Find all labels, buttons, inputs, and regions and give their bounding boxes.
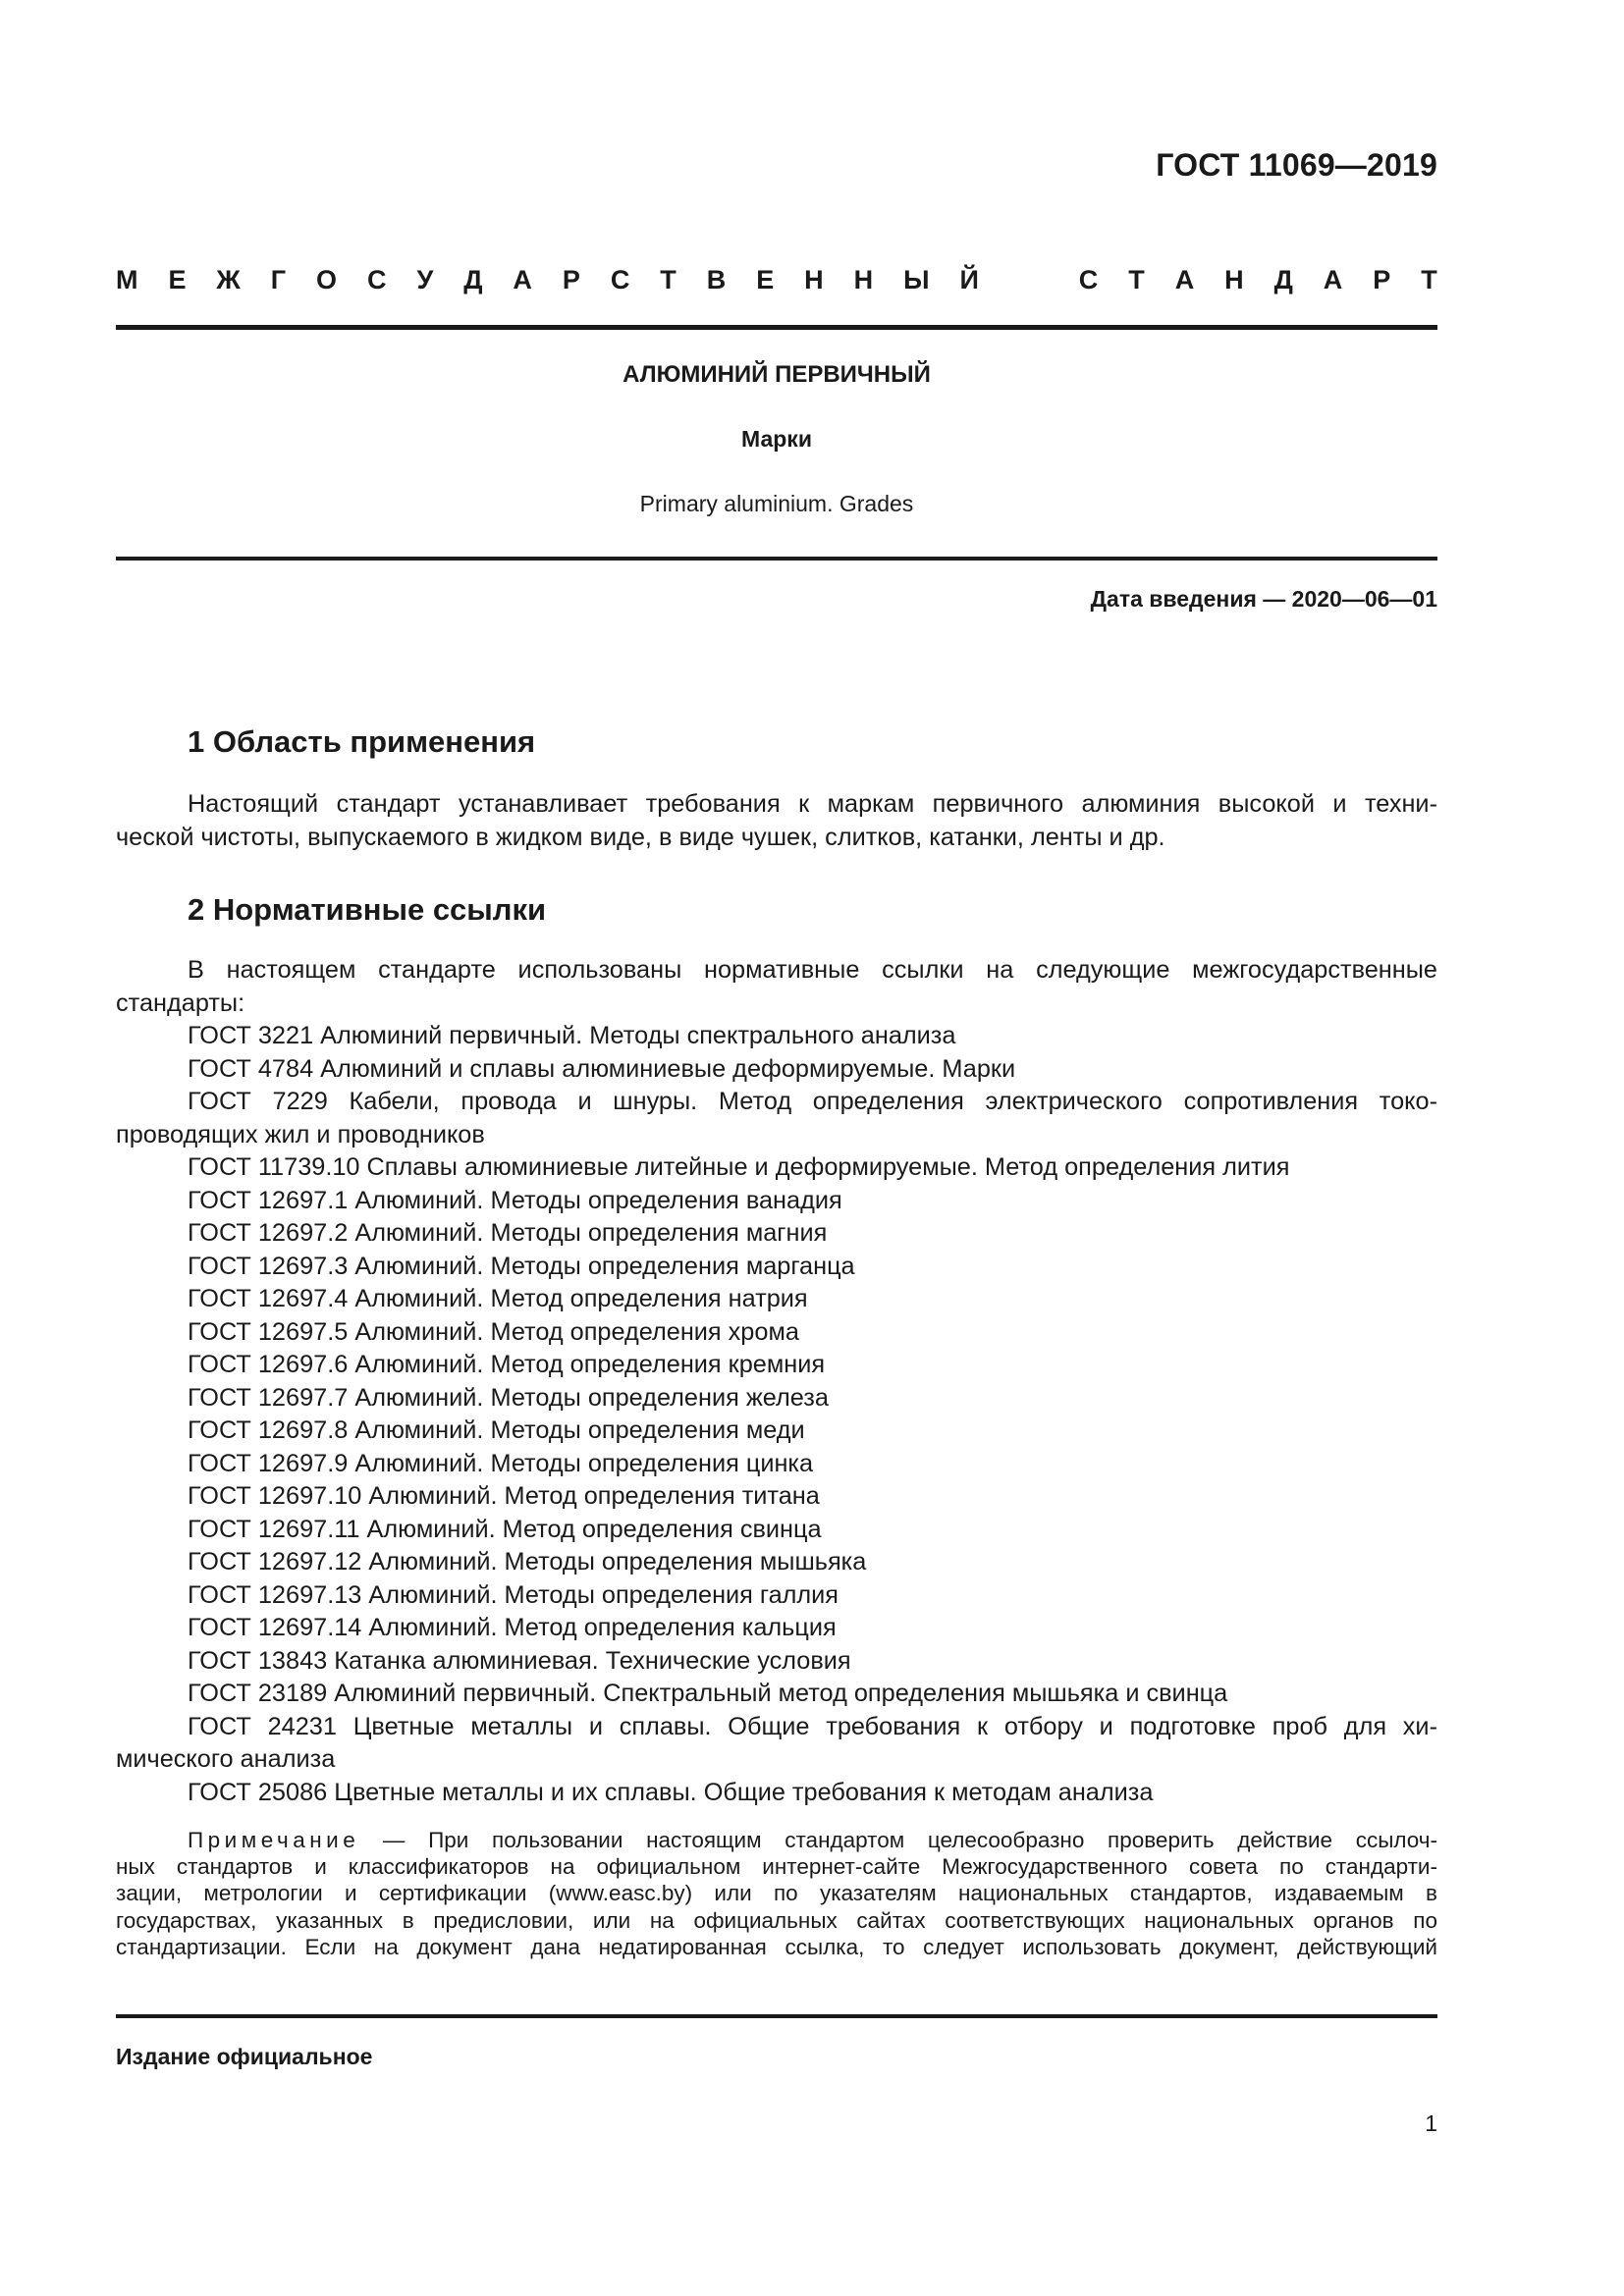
reference-item: ГОСТ 12697.6 Алюминий. Метод определения кремния bbox=[188, 1351, 826, 1378]
standard-type-letter: С bbox=[367, 265, 387, 294]
document-subtitle: Марки bbox=[741, 426, 812, 452]
standard-type-letter: Н bbox=[1224, 265, 1244, 294]
reference-item: ГОСТ 3221 Алюминий первичный. Методы спектрального анализа bbox=[188, 1022, 956, 1049]
standard-type-letter: Р bbox=[1373, 265, 1391, 294]
note-line: ных стандартов и классификаторов на официальном интернет-сайте Межгосударственного совета по стандарти- bbox=[116, 1854, 1437, 1880]
reference-item: ГОСТ 23189 Алюминий первичный. Спектральный метод определения мышьяка и свинца bbox=[188, 1680, 1228, 1707]
note-line: зации, метрологии и сертификации (www.easc.by) или по указателям национальных стандартов, издаваемым в bbox=[116, 1881, 1437, 1906]
reference-item: ГОСТ 12697.14 Алюминий. Метод определения кальция bbox=[188, 1614, 837, 1641]
reference-item: ГОСТ 11739.10 Сплавы алюминиевые литейные и деформируемые. Метод определения лития bbox=[188, 1153, 1290, 1181]
title-rule bbox=[116, 557, 1437, 561]
document-title: АЛЮМИНИЙ ПЕРВИЧНЫЙ bbox=[623, 361, 931, 388]
text-line: Настоящий стандарт устанавливает требования к маркам первичного алюминия высокой и техни- bbox=[188, 790, 1437, 818]
word-gap bbox=[1009, 265, 1049, 295]
section-2-text bbox=[116, 954, 1437, 1809]
english-title: Primary aluminium. Grades bbox=[639, 491, 914, 516]
reference-item-continuation: мического анализа bbox=[116, 1745, 336, 1773]
standard-type-heading bbox=[116, 265, 1437, 295]
note-line: стандартизации. Если на документ дана недатированная ссылка, то следует использовать документ, действующий bbox=[116, 1934, 1437, 1959]
section-1-text bbox=[116, 788, 1437, 854]
reference-item: ГОСТ 12697.12 Алюминий. Методы определения мышьяка bbox=[188, 1548, 867, 1575]
standard-type-letter: А bbox=[1174, 265, 1195, 294]
standard-type-letter: Н bbox=[804, 265, 824, 294]
standard-type-letter: О bbox=[316, 265, 338, 294]
standard-type-letter: А bbox=[1323, 265, 1343, 294]
note-first-line bbox=[116, 1827, 1437, 1853]
section-2-heading: 2 Нормативные ссылки bbox=[188, 892, 547, 927]
standard-type-letter: Ы bbox=[903, 265, 930, 294]
reference-item: ГОСТ 12697.5 Алюминий. Метод определения хрома bbox=[188, 1317, 799, 1346]
standard-type-letter: Г bbox=[270, 265, 287, 294]
standard-type-letter: Ж bbox=[216, 265, 241, 294]
footer-rule bbox=[116, 2014, 1437, 2018]
note-label: Примечание bbox=[188, 1828, 360, 1852]
standard-type-letter: А bbox=[513, 265, 532, 294]
reference-item: ГОСТ 12697.10 Алюминий. Метод определения титана bbox=[188, 1482, 820, 1510]
reference-item: ГОСТ 13843 Катанка алюминиевая. Технические условия bbox=[188, 1646, 851, 1675]
reference-item: ГОСТ 12697.8 Алюминий. Методы определения меди bbox=[188, 1416, 805, 1444]
reference-item: ГОСТ 12697.1 Алюминий. Методы определения ванадия bbox=[188, 1186, 842, 1214]
standard-type-letter: Н bbox=[853, 265, 874, 294]
page-number: 1 bbox=[1425, 2110, 1437, 2136]
standard-type-letter: В bbox=[706, 265, 727, 294]
reference-item: ГОСТ 12697.3 Алюминий. Методы определения марганца bbox=[188, 1252, 855, 1280]
standard-type-letter: Е bbox=[756, 265, 775, 294]
reference-item: ГОСТ 12697.13 Алюминий. Методы определения галлия bbox=[188, 1580, 839, 1609]
reference-item: ГОСТ 7229 Кабели, провода и шнуры. Метод определения электрического сопротивления токо- bbox=[188, 1088, 1437, 1115]
standard-type-letter: Т bbox=[1421, 265, 1437, 294]
introduction-date: Дата введения — 2020—06—01 bbox=[1090, 586, 1437, 612]
reference-item: ГОСТ 4784 Алюминий и сплавы алюминиевые деформируемые. Марки bbox=[188, 1054, 1016, 1083]
standard-type-letter: Е bbox=[168, 265, 187, 294]
text-line: ческой чистоты, выпускаемого в жидком виде, в виде чушек, слитков, катанки, ленты и др. bbox=[116, 823, 1165, 851]
note-text: — При пользовании настоящим стандартом целесообразно проверить действие ссылоч- bbox=[359, 1828, 1437, 1852]
section-1-heading: 1 Область применения bbox=[188, 724, 536, 759]
standard-type-letter: Т bbox=[1128, 265, 1145, 294]
reference-item: ГОСТ 12697.2 Алюминий. Методы определения магния bbox=[188, 1219, 828, 1247]
standard-type-letter: С bbox=[1078, 265, 1099, 294]
reference-item: ГОСТ 12697.4 Алюминий. Метод определения натрия bbox=[188, 1285, 808, 1312]
standard-type-letter: У bbox=[416, 265, 434, 294]
standard-type-letter: Р bbox=[562, 265, 580, 294]
standard-type-letter: Т bbox=[660, 265, 677, 294]
text-line: В настоящем стандарте использованы нормативные ссылки на следующие межгосударственные bbox=[188, 956, 1437, 984]
standard-type-letter: Д bbox=[463, 265, 483, 294]
document-page bbox=[116, 0, 1437, 2296]
note-line: государствах, указанных в предисловии, или на официальных сайтах соответствующих национальных органов по bbox=[116, 1907, 1437, 1933]
standard-type-letter: Д bbox=[1273, 265, 1293, 294]
standard-type-letter: С bbox=[610, 265, 630, 294]
reference-item: ГОСТ 25086 Цветные металлы и их сплавы. Общие требования к методам анализа bbox=[188, 1778, 1154, 1806]
reference-item: ГОСТ 12697.9 Алюминий. Методы определения цинка bbox=[188, 1449, 814, 1477]
standard-type-letter: Й bbox=[959, 265, 979, 294]
document-code: ГОСТ 11069—2019 bbox=[1156, 147, 1437, 183]
reference-item: ГОСТ 24231 Цветные металлы и сплавы. Общие требования к отбору и подготовке проб для хи- bbox=[188, 1712, 1437, 1740]
header-rule bbox=[116, 325, 1437, 330]
reference-item: ГОСТ 12697.7 Алюминий. Методы определения железа bbox=[188, 1383, 829, 1412]
reference-item-continuation: проводящих жил и проводников bbox=[116, 1120, 485, 1148]
note-block bbox=[116, 1827, 1437, 1960]
reference-item: ГОСТ 12697.11 Алюминий. Метод определения свинца bbox=[188, 1515, 822, 1543]
edition-label: Издание официальное bbox=[116, 2044, 373, 2069]
text-line: стандарты: bbox=[116, 988, 245, 1017]
standard-type-letter: М bbox=[116, 265, 138, 294]
